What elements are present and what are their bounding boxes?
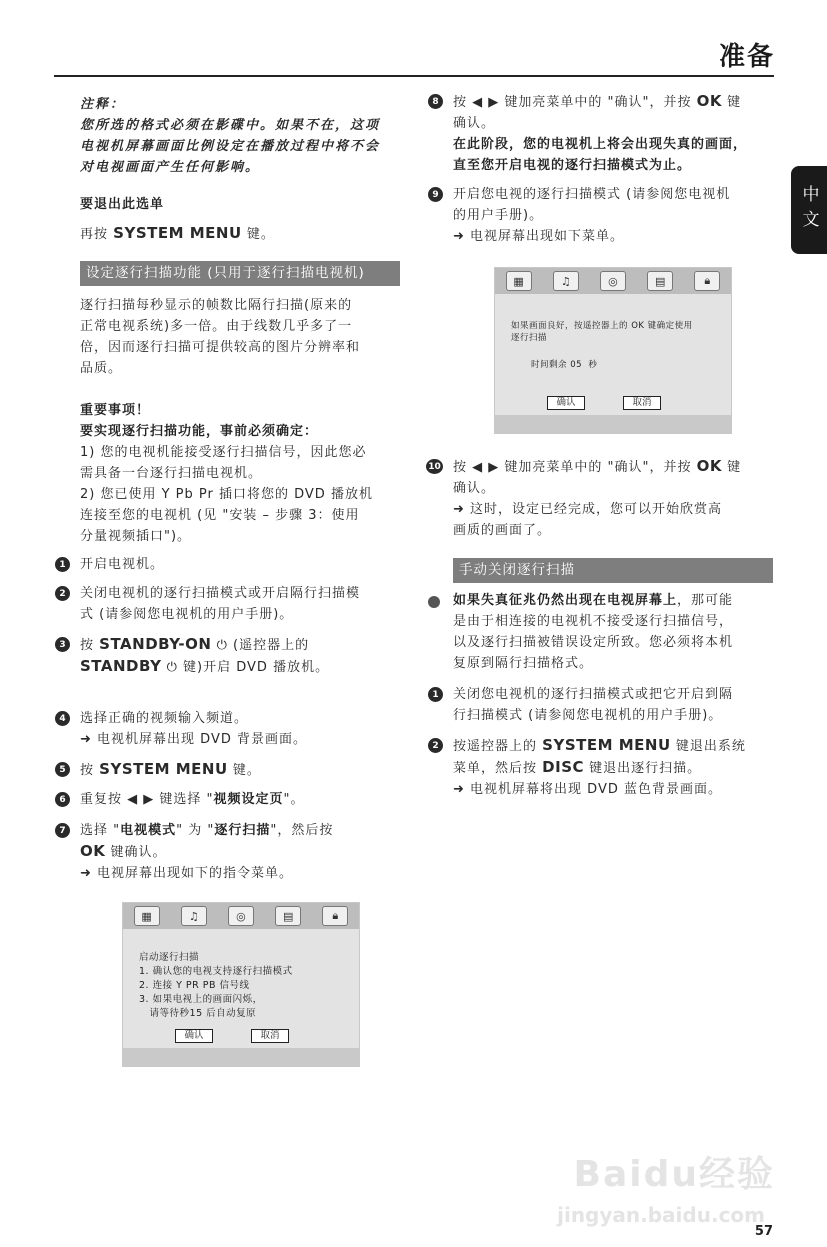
- step-9-line: 的用户手册)。: [453, 208, 544, 223]
- ok-key: OK: [80, 842, 106, 860]
- cancel-button[interactable]: 取消: [623, 396, 661, 410]
- intro-line: 逐行扫描每秒显示的帧数比隔行扫描(原来的: [80, 298, 353, 313]
- intro-line: 倍，因而逐行扫描可提供较高的图片分辨率和: [80, 340, 361, 355]
- ok-key: OK: [696, 92, 722, 110]
- screen-line: 如果画面良好，按遥控器上的 OK 键确定使用: [511, 321, 693, 331]
- lock-icon: 🔒︎: [322, 906, 348, 926]
- note-line: 电视机屏幕画面比例设定在播放过程中将不会: [80, 139, 381, 154]
- step-7-post2: 键确认。: [110, 845, 167, 860]
- step-4-text: [80, 708, 410, 750]
- audio-icon: ♫: [181, 906, 207, 926]
- manual-post: ，那可能: [677, 593, 734, 608]
- system-menu-key: SYSTEM MENU: [113, 224, 242, 242]
- screen-footer: [123, 1048, 359, 1066]
- system-menu-key: SYSTEM MENU: [542, 736, 671, 754]
- step-8-warning: 直至您开启电视的逐行扫描模式为止。: [453, 158, 692, 173]
- important-subtitle: 要实现逐行扫描功能，事前必须确定：: [80, 424, 319, 439]
- step-5-pre: 按: [80, 763, 95, 778]
- step-number-4: 4: [55, 711, 70, 726]
- step-5-text: [80, 759, 261, 781]
- manual-step-2-line2-post: 键退出逐行扫描。: [589, 761, 702, 776]
- manual-line: 以及逐行扫描被错误设定所致。您必须将本机: [453, 635, 734, 650]
- manual-step-2-pre: 按遥控器上的: [453, 739, 538, 754]
- step-number-8: 8: [428, 94, 443, 109]
- intro-line: 品质。: [80, 361, 123, 376]
- step-7-result: ➜ 电视屏幕出现如下的指令菜单。: [80, 863, 410, 884]
- manual-text: [453, 590, 778, 674]
- screen-line: 逐行扫描: [511, 333, 548, 343]
- requirements: [80, 442, 410, 547]
- tv-screen-menu-2: [494, 267, 732, 434]
- step-10-pre: 按 ◀ ▶ 键加亮菜单中的 "确认"，并按: [453, 460, 692, 475]
- power-icon: ⏻: [166, 660, 178, 675]
- step-number-7: 7: [55, 823, 70, 838]
- exit-instruction: [80, 223, 275, 245]
- icon-bar: [123, 903, 359, 929]
- intro-line: 正常电视系统)多一倍。由于线数几乎多了一: [80, 319, 353, 334]
- baidu-watermark-url: jingyan.baidu.com: [557, 1203, 765, 1227]
- manual-step-1-line: 行扫描模式 (请参阅您电视机的用户手册)。: [453, 708, 723, 723]
- req-line: 2) 您已使用 Y Pb Pr 插口将您的 DVD 播放机: [80, 487, 373, 502]
- req-line: 1) 您的电视机能接受逐行扫描信号，因此您必: [80, 445, 367, 460]
- screen-message: [511, 320, 693, 344]
- step-number-10: 10: [426, 459, 443, 474]
- step-7-mid: " 为 ": [176, 823, 215, 838]
- screen-line: 3. 如果电视上的画面闪烁，: [139, 994, 263, 1005]
- manual-step-2-result: ➜ 电视机屏幕将出现 DVD 蓝色背景画面。: [453, 779, 778, 800]
- manual-line: 复原到隔行扫描格式。: [453, 656, 594, 671]
- progressive-label: 逐行扫描: [214, 823, 271, 838]
- bullet-icon: [428, 596, 440, 608]
- disc-key: DISC: [542, 758, 584, 776]
- req-line: 连接至您的电视机 (见 "安装 – 步骤 3：使用: [80, 508, 360, 523]
- step-number-9: 9: [428, 187, 443, 202]
- step-7-pre: 选择 ": [80, 823, 121, 838]
- section-bar-progressive: 设定逐行扫描功能 (只用于逐行扫描电视机): [80, 261, 400, 286]
- ok-key: OK: [696, 457, 722, 475]
- manual-step-number-2: 2: [428, 738, 443, 753]
- step-2-line: 式 (请参阅您电视机的用户手册)。: [80, 607, 294, 622]
- step-8-warning: 在此阶段，您的电视机上将会出现失真的画面，: [453, 137, 748, 152]
- step-9-result: ➜ 电视屏幕出现如下菜单。: [453, 226, 778, 247]
- note-line: 您所选的格式必须在影碟中。如果不在，这项: [80, 118, 381, 133]
- screen-line: 启动逐行扫描: [139, 952, 200, 963]
- screen-line: 请等待秒15 后自动复原: [139, 1008, 257, 1019]
- screen-line: 1. 确认您的电视支持逐行扫描模式: [139, 966, 293, 977]
- screen-footer: [495, 415, 731, 433]
- step-2-text: [80, 583, 410, 625]
- step-number-6: 6: [55, 792, 70, 807]
- countdown-timer: 时间剩余 05 秒: [531, 360, 598, 370]
- step-number-1: 1: [55, 557, 70, 572]
- step-8-line2: 确认。: [453, 116, 496, 131]
- step-3-mid: (遥控器上的: [233, 638, 310, 653]
- manual-step-1-line: 关闭您电视机的逐行扫描模式或把它开启到隔: [453, 687, 734, 702]
- step-2-line: 关闭电视机的逐行扫描模式或开启隔行扫描模: [80, 586, 361, 601]
- page-title: 准备: [718, 42, 775, 72]
- video-setup-page-label: 视频设定页: [213, 792, 284, 807]
- step-6-post: "。: [283, 792, 305, 807]
- intro-text: [80, 295, 410, 379]
- exit-post: 键。: [246, 227, 275, 242]
- req-line: 需具备一台逐行扫描电视机。: [80, 466, 263, 481]
- system-menu-key: SYSTEM MENU: [99, 760, 228, 778]
- picture-icon: ▦: [506, 271, 532, 291]
- manual-step-1-text: [453, 684, 778, 726]
- step-number-5: 5: [55, 762, 70, 777]
- page-number: 57: [754, 1224, 773, 1239]
- manual-step-2-text: [453, 735, 778, 800]
- manual-bold: 如果失真征兆仍然出现在电视屏幕上: [453, 593, 678, 608]
- step-7-post: "，然后按: [270, 823, 334, 838]
- note-block: [80, 94, 410, 178]
- note-title: 注释：: [80, 97, 126, 112]
- picture-icon: ▦: [134, 906, 160, 926]
- confirm-button[interactable]: 确认: [547, 396, 585, 410]
- step-3-text: [80, 634, 410, 678]
- req-line: 分量视频插口")。: [80, 529, 192, 544]
- baidu-watermark: Baidu经验: [573, 1154, 775, 1195]
- manual-line: 是由于相连接的电视机不接受逐行扫描信号，: [453, 614, 734, 629]
- screen-message: [139, 951, 293, 1021]
- step-1-text: 开启电视机。: [80, 557, 165, 572]
- step-10-result: ➜ 这时，设定已经完成，您可以开始欣赏高: [453, 499, 778, 520]
- step-10-post: 键: [727, 460, 742, 475]
- exit-heading: 要退出此选单: [80, 197, 165, 212]
- manual-step-number-1: 1: [428, 687, 443, 702]
- section-bar-manual-off: 手动关闭逐行扫描: [453, 558, 773, 583]
- manual-step-2-line2-pre: 菜单，然后按: [453, 761, 538, 776]
- step-number-2: 2: [55, 586, 70, 601]
- important-title: 重要事项！: [80, 403, 151, 418]
- step-number-3: 3: [55, 637, 70, 652]
- audio-icon: ♫: [553, 271, 579, 291]
- step-3-post: 键)开启 DVD 播放机。: [183, 660, 330, 675]
- step-10-text: [453, 456, 778, 541]
- step-6-pre: 重复按 ◀ ▶ 键选择 ": [80, 792, 214, 807]
- note-line: 对电视画面产生任何影响。: [80, 160, 261, 175]
- tv-mode-label: 电视模式: [120, 823, 177, 838]
- screen-line: 2. 连接 Y PR PB 信号线: [139, 980, 250, 991]
- language-tab: 中文: [791, 166, 827, 254]
- step-3-pre: 按: [80, 638, 95, 653]
- header-rule: [54, 75, 774, 77]
- manual-step-2-mid: 键退出系统: [675, 739, 746, 754]
- step-10-result: 画质的画面了。: [453, 523, 552, 538]
- step-6-text: [80, 789, 305, 810]
- settings-icon: ▤: [647, 271, 673, 291]
- step-8-post: 键: [727, 95, 742, 110]
- icon-bar: [495, 268, 731, 294]
- exit-pre: 再按: [80, 227, 109, 242]
- disc-icon: ◎: [228, 906, 254, 926]
- disc-icon: ◎: [600, 271, 626, 291]
- standby-key: STANDBY: [80, 657, 162, 675]
- step-5-post: 键。: [232, 763, 261, 778]
- tv-screen-menu-1: [122, 902, 360, 1067]
- step-10-line2: 确认。: [453, 481, 496, 496]
- lock-icon: 🔒︎: [694, 271, 720, 291]
- step-8-text: [453, 91, 778, 176]
- settings-icon: ▤: [275, 906, 301, 926]
- step-7-text: [80, 820, 410, 884]
- step-8-pre: 按 ◀ ▶ 键加亮菜单中的 "确认"，并按: [453, 95, 692, 110]
- cancel-button[interactable]: 取消: [251, 1029, 289, 1043]
- step-4-line: 选择正确的视频输入频道。: [80, 711, 249, 726]
- step-9-text: [453, 184, 778, 247]
- step-4-result: ➜ 电视机屏幕出现 DVD 背景画面。: [80, 729, 410, 750]
- step-9-line: 开启您电视的逐行扫描模式 (请参阅您电视机: [453, 187, 731, 202]
- standby-on-key: STANDBY-ON: [99, 635, 212, 653]
- power-icon: ⏻: [216, 638, 228, 653]
- confirm-button[interactable]: 确认: [175, 1029, 213, 1043]
